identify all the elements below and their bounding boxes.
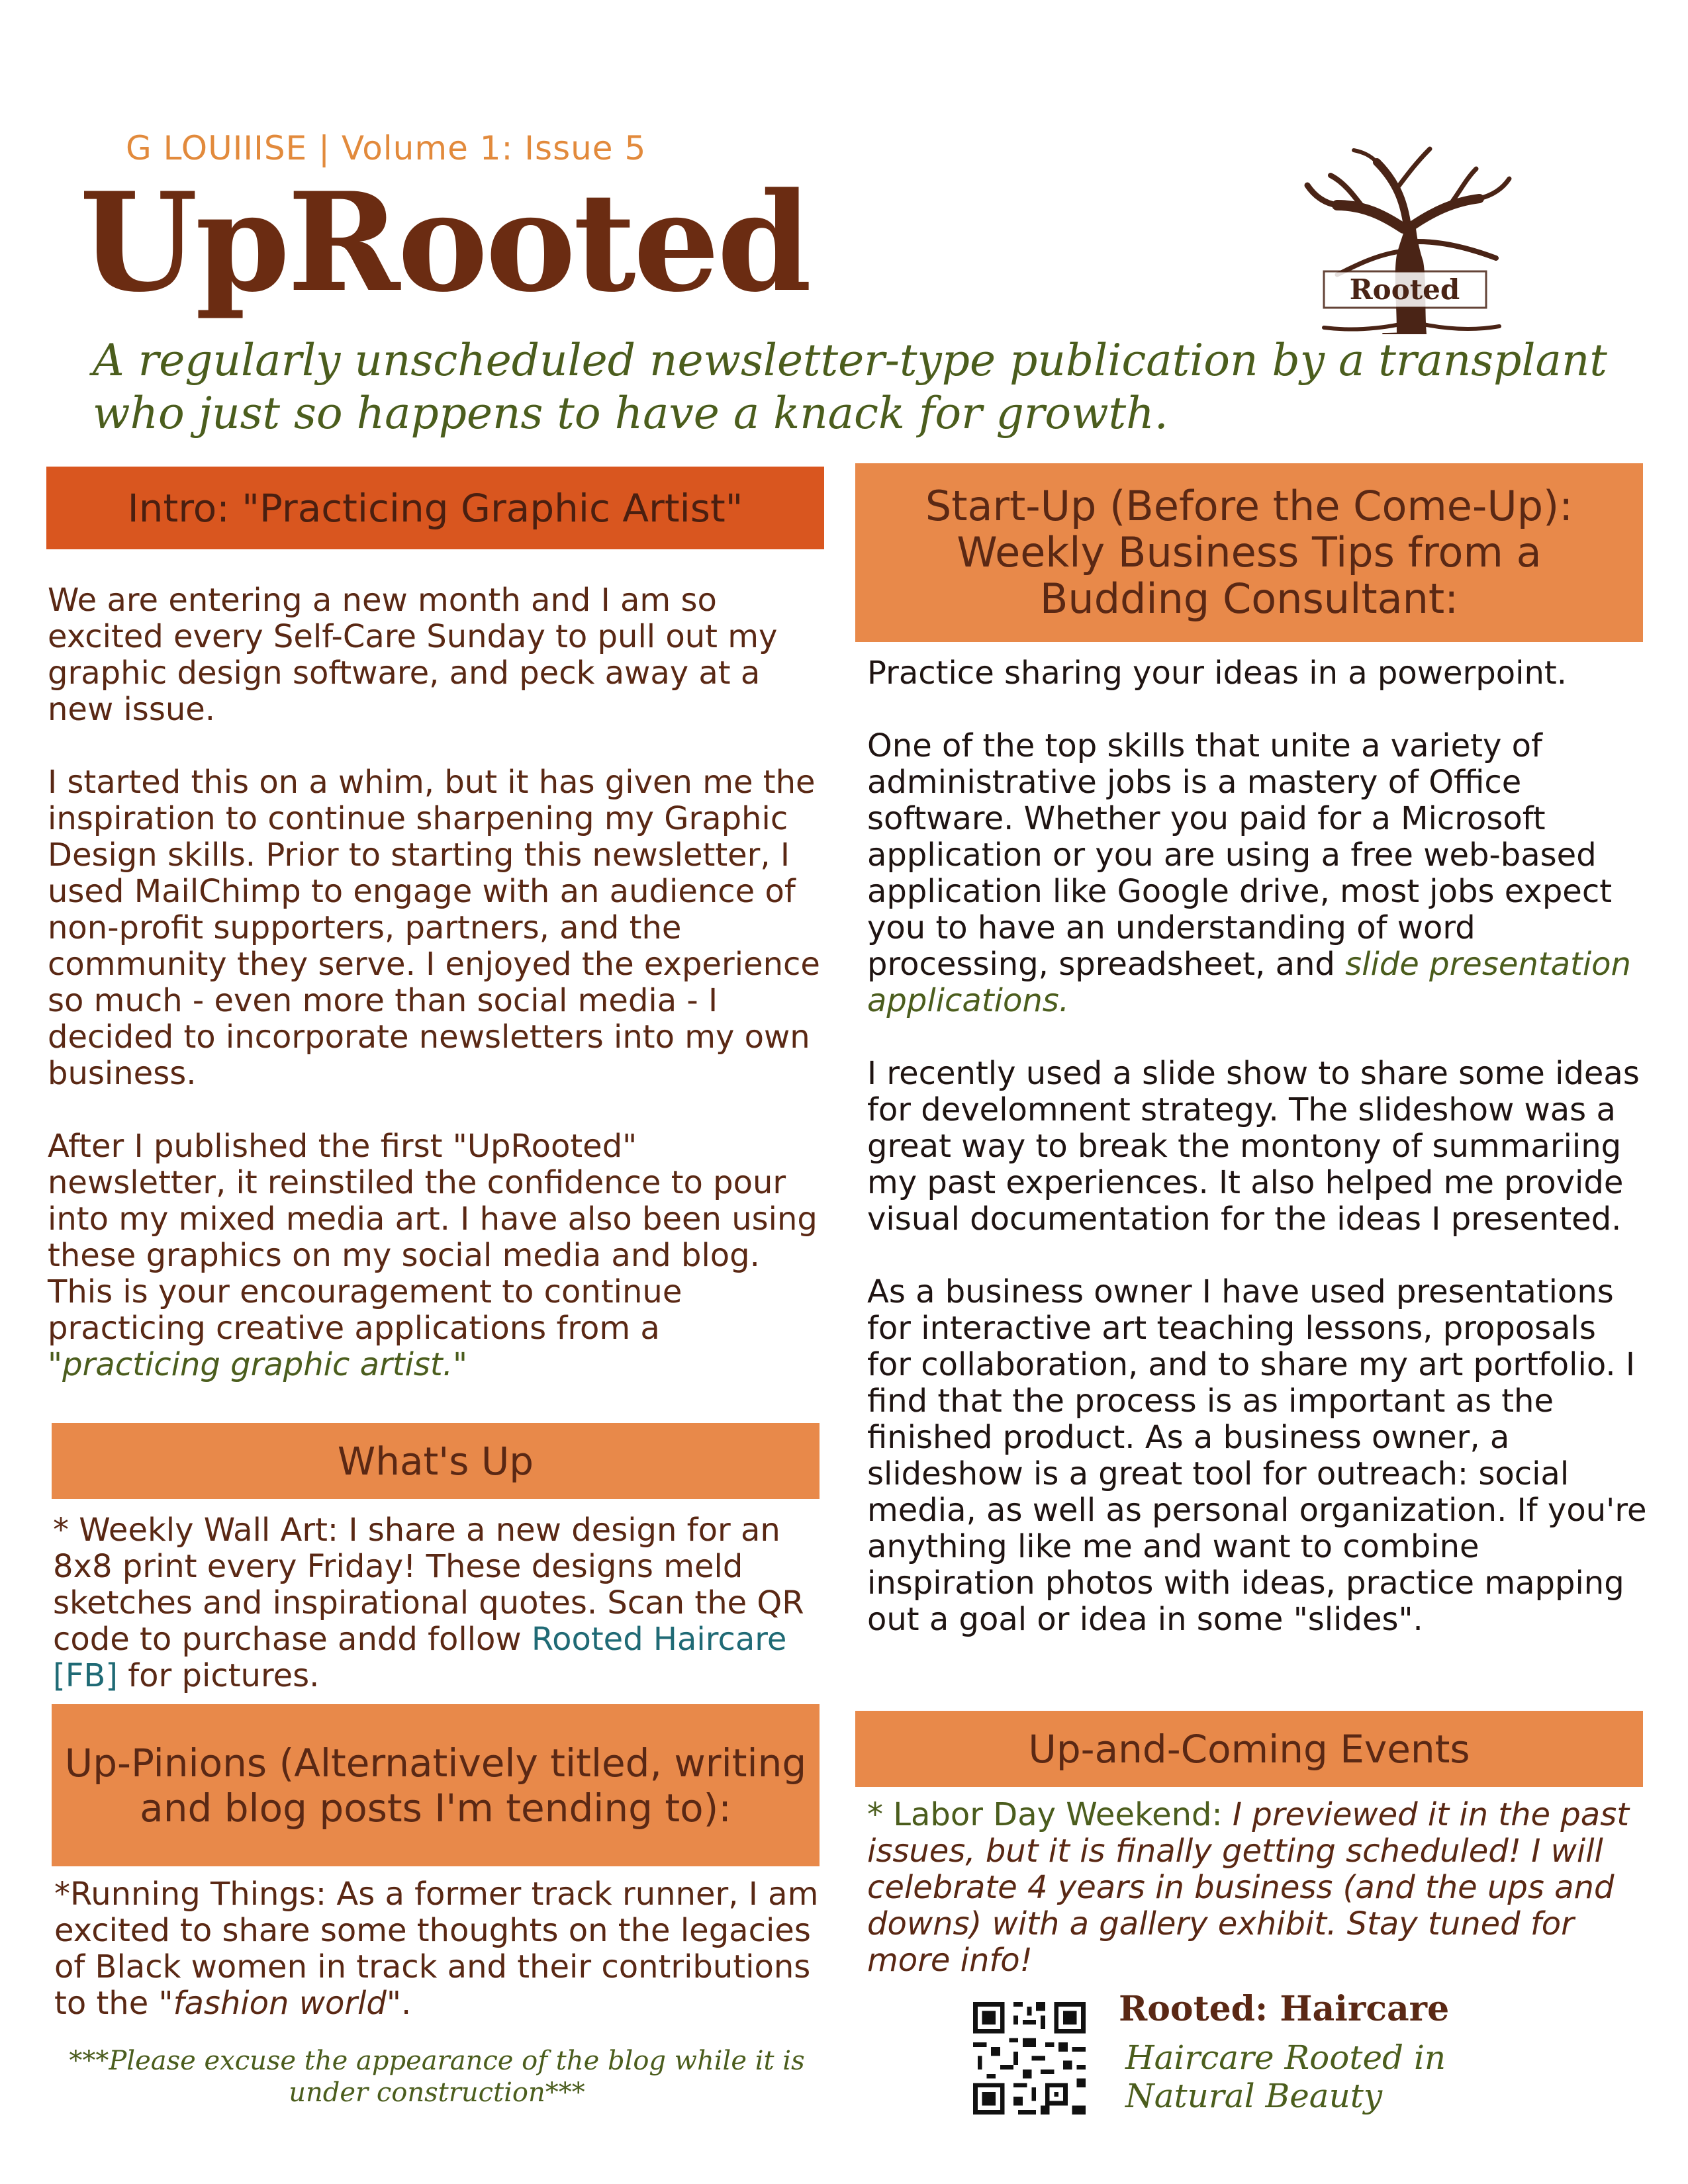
whats-up-heading: What's Up	[337, 1438, 534, 1484]
intro-heading-banner	[46, 467, 824, 549]
intro-paragraph-2: I started this on a whim, but it has given me the inspiration to continue sharpening my Graphic Design skills. Prior to starting this newsletter, I used MailChimp to engage with an audience of non-profit supporters, partners, and the community they serve. I enjoyed the experience so much - even more than social media - I decided to incorporate newsletters into my own business.	[48, 764, 820, 1092]
intro-body	[48, 582, 822, 1420]
start-up-paragraph-2-text: One of the top skills that unite a variety of administrative jobs is a mastery of Office software. Whether you paid for a Microsoft application or you are using a free web-based application like Google drive, most jobs expect you to have an understanding of word processing, spreadsheet, and	[867, 727, 1613, 983]
start-up-paragraph-4: As a business owner I have used presentations for interactive art teaching lessons, proposals for collaboration, and to share my art portfolio. I find that the process is as important as the finished product. As a business owner, a slideshow is a great tool for outreach: social media, as well as personal organization. If you're anything like me and want to combine inspiration photos with ideas, practice mapping out a goal or idea in some "slides".	[867, 1273, 1647, 1638]
start-up-paragraph-2	[867, 728, 1648, 1019]
qr-code-icon[interactable]	[973, 2002, 1086, 2115]
intro-paragraph-3	[48, 1128, 822, 1383]
events-heading-banner	[855, 1711, 1643, 1787]
whats-up-body	[53, 1512, 821, 1694]
labor-day-label: * Labor Day Weekend:	[867, 1796, 1223, 1833]
logo-text: Rooted	[1349, 273, 1460, 306]
labor-day-text: I previewed it in the past issues, but it is finally getting scheduled! I will celebrate 4 years in business (and the ups and downs) with a gallery exhibit. Stay tuned for more info!	[867, 1796, 1630, 1979]
intro-paragraph-1: We are entering a new month and I am so excited every Self-Care Sunday to pull out my graphic design software, and peck away at a new issue.	[48, 582, 778, 728]
brand-tagline: Haircare Rooted in Natural Beauty	[1125, 2038, 1446, 2115]
up-pinions-heading: Up-Pinions (Alternatively titled, writing and blog posts I'm tending to):	[64, 1740, 807, 1831]
rooted-tree-logo	[1297, 142, 1516, 334]
start-up-paragraph-1: Practice sharing your ideas in a powerpoint.	[867, 655, 1567, 692]
issue-line: G LOUIIISE | Volume 1: Issue 5	[126, 129, 647, 167]
whats-up-text: * Weekly Wall Art: I share a new design for an 8x8 print every Friday! These designs meld sketches and inspirational quotes. Scan the QR code to purchase andd follow	[53, 1512, 804, 1658]
whats-up-text-end: for pictures.	[118, 1657, 320, 1694]
intro-heading: Intro: "Practicing Graphic Artist"	[127, 485, 743, 531]
slide-presentation-link[interactable]: slide presentation applications.	[867, 946, 1631, 1019]
start-up-heading: Start-Up (Before the Come-Up): Weekly Business Tips from a Budding Consultant:	[925, 482, 1573, 623]
start-up-paragraph-3: I recently used a slide show to share some ideas for develomnent strategy. The slideshow was a great way to break the montony of summariing my past experiences. It also helped me provide visual documentation for the ideas I presented.	[867, 1055, 1640, 1238]
up-pinions-text: *Running Things: As a former track runner, I am excited to share some thoughts on the legacies of Black women in track and their contributions to the "	[54, 1876, 819, 2022]
rooted-haircare-fb-link[interactable]: Rooted Haircare [FB]	[53, 1621, 787, 1694]
events-body	[867, 1797, 1648, 1979]
up-pinions-heading-banner	[52, 1704, 820, 1866]
blog-construction-note: ***Please excuse the appearance of the blog while it is under construction***	[69, 2046, 805, 2108]
newsletter-title: UpRooted	[79, 163, 810, 322]
practicing-graphic-artist-link[interactable]: "practicing graphic artist."	[48, 1346, 468, 1383]
up-pinions-text-end: ".	[386, 1985, 412, 2022]
intro-paragraph-3-text: After I published the first "UpRooted" newsletter, it reinstiled the confidence to pour into my mixed media art. I have also been using these graphics on my social media and blog. This is your encouragement to continue practicing creative applications from a	[48, 1128, 818, 1347]
start-up-body	[867, 655, 1648, 1674]
up-pinions-body	[54, 1876, 822, 2022]
whats-up-heading-banner	[52, 1423, 820, 1499]
fashion-world-text: fashion world	[173, 1985, 387, 2022]
tagline: A regularly unscheduled newsletter-type publication by a transplant who just so happens to have a knack for growth.	[93, 335, 1607, 439]
events-heading: Up-and-Coming Events	[1028, 1726, 1470, 1772]
start-up-heading-banner	[855, 463, 1643, 642]
brand-name: Rooted: Haircare	[1119, 1989, 1450, 2029]
